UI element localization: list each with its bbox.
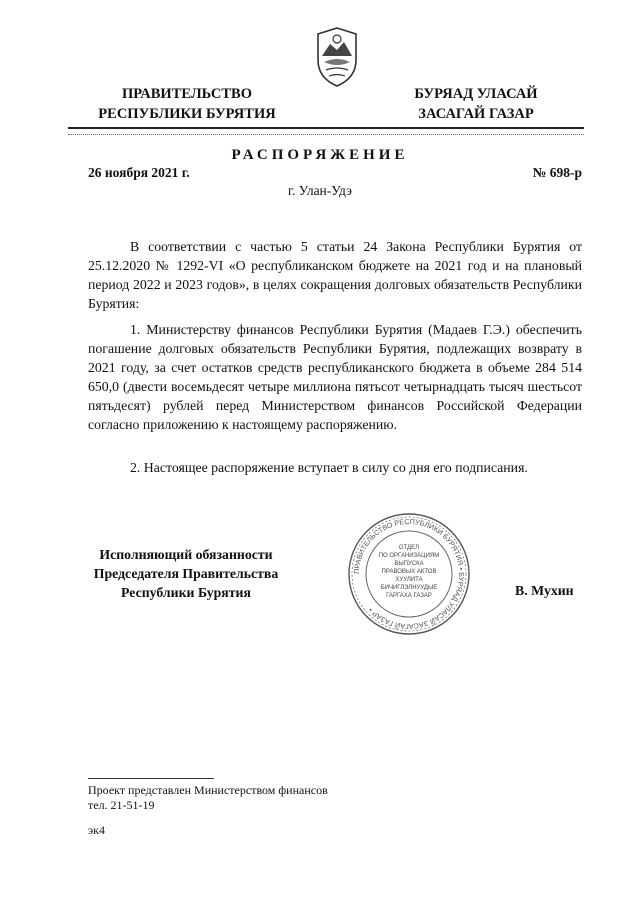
- header-right-line2: ЗАСАГАЙ ГАЗАР: [418, 106, 534, 122]
- header-right-line1: БУРЯАД УЛАСАЙ: [414, 86, 538, 102]
- document-type: РАСПОРЯЖЕНИЕ: [231, 147, 409, 163]
- stamp-line: БИЧИГЛЭЛНУУДЫЕ: [380, 585, 438, 591]
- document-number: № 698-р: [532, 165, 582, 180]
- body-paragraph-1: В соответствии с частью 5 статьи 24 Закона Республики Бурятия от 25.12.2020 № 1292-VI «О республиканском бюджете на 2021 год и на плановый период 2022 и 2023 годов», в целях сокращения долговых обязательств Республики Бурятия:: [88, 239, 582, 311]
- header-divider: [68, 127, 584, 129]
- stamp-line: ПРАВОВЫХ АКТОВ: [381, 569, 437, 575]
- stamp-line: ОТДЕЛ: [398, 545, 420, 551]
- footer-project-note: Проект представлен Министерством финансов: [88, 783, 328, 797]
- signatory-title-line3: Республики Бурятия: [121, 585, 251, 600]
- document-city: г. Улан-Удэ: [288, 183, 352, 198]
- header-left-line2: РЕСПУБЛИКИ БУРЯТИЯ: [98, 106, 276, 122]
- footer-divider: [88, 778, 214, 779]
- footer-copy-mark: эк4: [88, 823, 105, 837]
- footer-phone: тел. 21-51-19: [88, 798, 155, 812]
- body-paragraph-3: 2. Настоящее распоряжение вступает в силу со дня его подписания.: [130, 460, 528, 475]
- stamp-line: ГАРГАХА ГАЗАР: [386, 593, 432, 599]
- stamp-line: ПО ОРГАНИЗАЦИЯМ: [378, 553, 440, 559]
- signatory-title: [86, 545, 286, 602]
- header-right: [396, 84, 556, 124]
- header-left-line1: ПРАВИТЕЛЬСТВО: [122, 86, 252, 102]
- signatory-title-line2: Председателя Правительства: [93, 566, 279, 581]
- signatory-title-line1: Исполняющий обязанности: [99, 547, 273, 562]
- official-stamp: [346, 512, 472, 636]
- stamp-line: ХУУЛИТА: [395, 577, 423, 583]
- signatory-name: В. Мухин: [515, 583, 574, 598]
- stamp-line: ВЫПУСКА: [394, 561, 424, 567]
- coat-of-arms-emblem: [312, 26, 362, 88]
- body-paragraph-2: 1. Министерству финансов Республики Бурятия (Мадаев Г.Э.) обеспечить погашение долговых обязательств Республики Бурятия, подлежащих возврату в 2021 году, за счет остатков средств республиканского бюджета в объеме 284 514 650,0 (двести восемьдесят четыре миллиона пятьсот четырнадцать тысяч шестьсот пятьдесят) рублей перед Министерством финансов Российской Федерации согласно приложению к настоящему распоряжению.: [88, 322, 582, 432]
- stamp-ring-text: ПРАВИТЕЛЬСТВО РЕСПУБЛИКИ БУРЯТИЯ • БУРЯАД УЛАСАЙ ЗАСАГАЙ ГАЗАР •: [351, 516, 467, 632]
- header-dotted-divider: [68, 134, 584, 135]
- document-date: 26 ноября 2021 г.: [88, 165, 190, 180]
- header-left: [82, 84, 292, 124]
